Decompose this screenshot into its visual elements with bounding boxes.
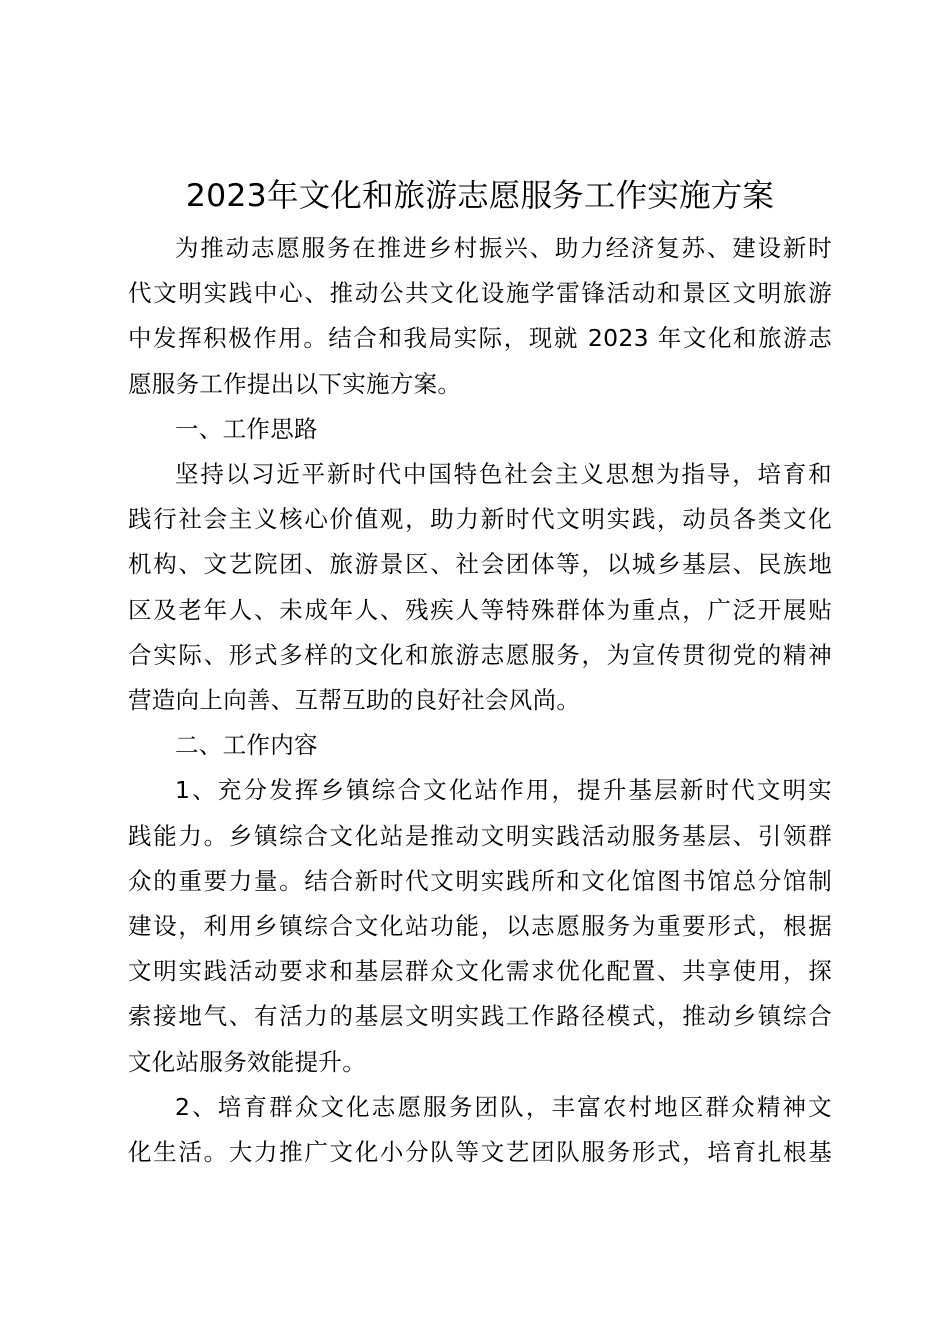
text-line: 愿服务工作提出以下实施方案。 bbox=[128, 369, 462, 398]
text-line: 索接地气、有活力的基层文明实践工作路径模式，推动乡镇综合 bbox=[128, 1002, 832, 1031]
text-line: 营造向上向善、互帮互助的良好社会风尚。 bbox=[128, 686, 581, 715]
text-line: 合实际、形式多样的文化和旅游志愿服务，为宣传贯彻党的精神 bbox=[128, 640, 832, 669]
text-line: 代文明实践中心、推动公共文化设施学雷锋活动和景区文明旅游 bbox=[128, 279, 832, 308]
document-title: 2023年文化和旅游志愿服务工作实施方案 bbox=[185, 178, 775, 214]
section-heading-work-approach: 一、工作思路 bbox=[175, 414, 318, 443]
text-line: 建设，利用乡镇综合文化站功能，以志愿服务为重要形式，根据 bbox=[128, 912, 832, 941]
work-item-2-paragraph bbox=[128, 1085, 832, 1175]
text-line: 践能力。乡镇综合文化站是推动文明实践活动服务基层、引领群 bbox=[128, 821, 832, 850]
work-item-1-paragraph bbox=[128, 768, 832, 1084]
text-line: 2、培育群众文化志愿服务团队，丰富农村地区群众精神文 bbox=[175, 1092, 832, 1121]
document-body bbox=[128, 226, 832, 1175]
text-line: 区及老年人、未成年人、残疾人等特殊群体为重点，广泛开展贴 bbox=[128, 595, 832, 624]
text-line: 文明实践活动要求和基层群众文化需求优化配置、共享使用，探 bbox=[128, 957, 832, 986]
text-line: 践行社会主义核心价值观，助力新时代文明实践，动员各类文化 bbox=[128, 505, 832, 534]
work-approach-paragraph bbox=[128, 452, 832, 723]
text-line: 为推动志愿服务在推进乡村振兴、助力经济复苏、建设新时 bbox=[175, 234, 832, 262]
text-line: 化生活。大力推广文化小分队等文艺团队服务形式，培育扎根基 bbox=[128, 1138, 832, 1167]
text-line: 中发挥积极作用。结合和我局实际，现就 2023 年文化和旅游志 bbox=[128, 324, 832, 353]
text-line: 1、充分发挥乡镇综合文化站作用，提升基层新时代文明实 bbox=[175, 776, 832, 805]
intro-paragraph bbox=[128, 226, 832, 407]
text-line: 众的重要力量。结合新时代文明实践所和文化馆图书馆总分馆制 bbox=[128, 866, 832, 895]
text-line: 文化站服务效能提升。 bbox=[128, 1047, 366, 1076]
text-line: 机构、文艺院团、旅游景区、社会团体等，以城乡基层、民族地 bbox=[128, 550, 832, 579]
text-line: 坚持以习近平新时代中国特色社会主义思想为指导，培育和 bbox=[175, 460, 832, 489]
section-heading-work-content: 二、工作内容 bbox=[175, 731, 318, 760]
